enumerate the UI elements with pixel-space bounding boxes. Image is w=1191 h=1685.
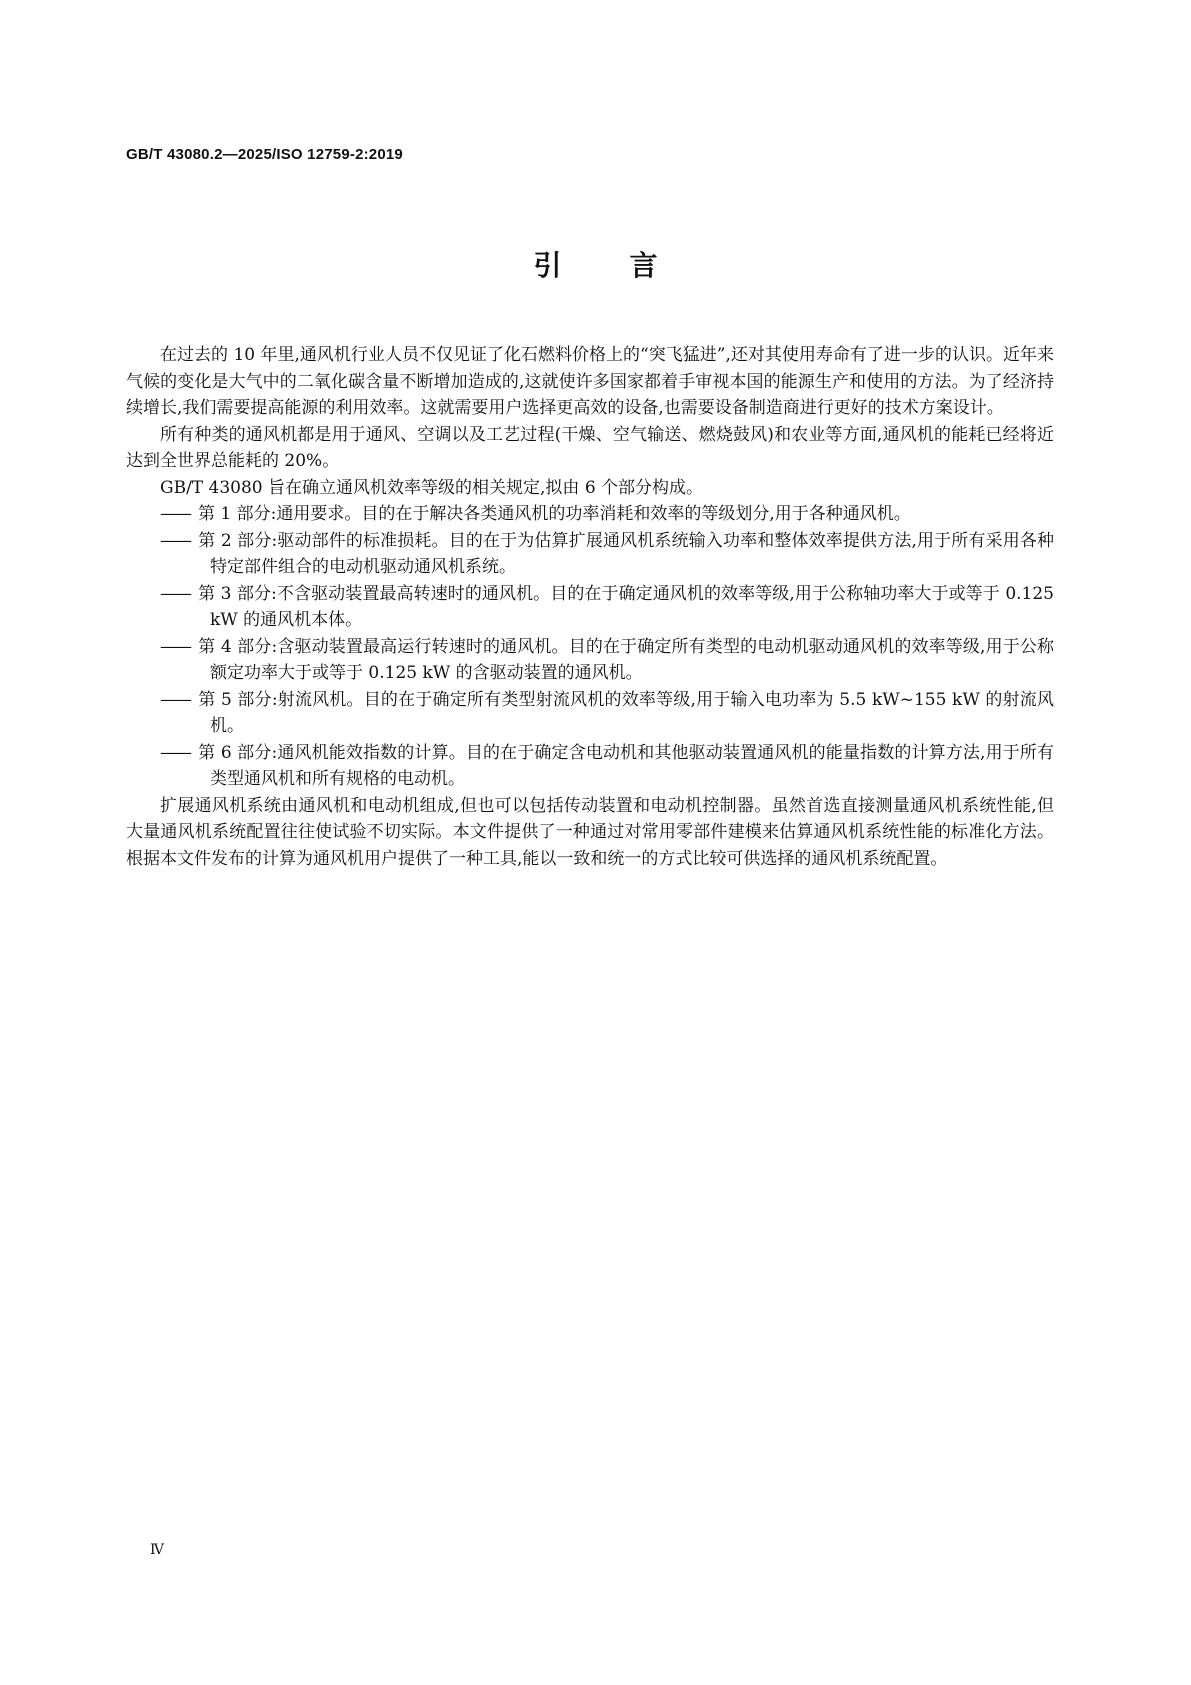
list-dash: —— [160,742,190,763]
list-item-text: 第 4 部分:含驱动装置最高运行转速时的通风机。目的在于确定所有类型的电动机驱动通风机的效率等级,用于公称额定功率大于或等于 0.125 kW 的含驱动装置的通风机。 [198,636,1054,683]
introduction-body [126,342,1054,872]
list-item-text: 第 3 部分:不含驱动装置最高转速时的通风机。目的在于确定通风机的效率等级,用于公称轴功率大于或等于 0.125 kW 的通风机本体。 [198,583,1054,630]
list-item-text: 第 1 部分:通用要求。目的在于解决各类通风机的功率消耗和效率的等级划分,用于各种通风机。 [198,504,911,524]
standard-code-header: GB/T 43080.2—2025/ISO 12759-2:2019 [126,146,403,163]
list-item-part-5 [126,687,1054,740]
page-number: Ⅳ [150,1542,164,1558]
intro-paragraph-3: GB/T 43080 旨在确立通风机效率等级的相关规定,拟由 6 个部分构成。 [160,477,704,498]
list-item-part-3 [126,581,1054,634]
list-item-part-6 [126,740,1054,793]
list-dash: —— [160,583,190,604]
list-item-text: 第 6 部分:通风机能效指数的计算。目的在于确定含电动机和其他驱动装置通风机的能量指数的计算方法,用于所有类型通风机和所有规格的电动机。 [198,742,1054,789]
list-item-part-2 [126,528,1054,581]
list-item-text: 第 2 部分:驱动部件的标准损耗。目的在于为估算扩展通风机系统输入功率和整体效率提供方法,用于所有采用各种特定部件组合的电动机驱动通风机系统。 [198,530,1054,577]
list-dash: —— [160,636,190,657]
closing-paragraph: 扩展通风机系统由通风机和电动机组成,但也可以包括传动装置和电动机控制器。虽然首选直接测量通风机系统性能,但大量通风机系统配置往往使试验不切实际。本文件提供了一种通过对常用零部件建模来估算通风机系统性能的标准化方法。根据本文件发布的计算为通风机用户提供了一种工具,能以一致和统一的方式比较可供选择的通风机系统配置。 [126,795,1054,869]
section-title: 引言 [533,249,726,282]
intro-paragraph-1: 在过去的 10 年里,通风机行业人员不仅见证了化石燃料价格上的“突飞猛进”,还对其使用寿命有了进一步的认识。近年来气候的变化是大气中的二氧化碳含量不断增加造成的,这就使许多国家都着手审视本国的能源生产和使用的方法。为了经济持续增长,我们需要提高能源的利用效率。这就需要用户选择更高效的设备,也需要设备制造商进行更好的技术方案设计。 [126,345,1054,418]
list-dash: —— [160,530,190,551]
intro-paragraph-2: 所有种类的通风机都是用于通风、空调以及工艺过程(干燥、空气输送、燃烧鼓风)和农业等方面,通风机的能耗已经将近达到全世界总能耗的 20%。 [126,424,1054,471]
list-item-part-4 [126,634,1054,687]
list-item-text: 第 5 部分:射流风机。目的在于确定所有类型射流风机的效率等级,用于输入电功率为 5.5 kW~155 kW 的射流风机。 [198,689,1054,736]
list-dash: —— [160,504,190,524]
list-item-part-1 [126,501,1054,528]
list-dash: —— [160,689,190,710]
